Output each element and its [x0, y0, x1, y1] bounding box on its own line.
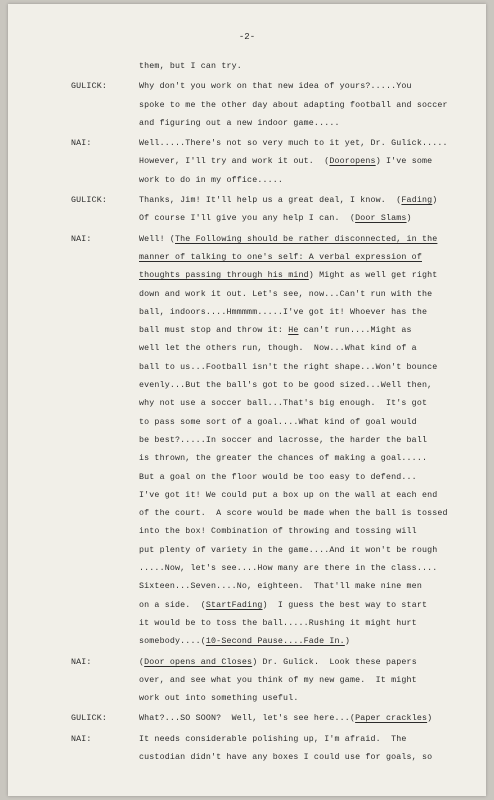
script-line — [8, 231, 486, 249]
text-segment: Why don't you work on that new idea of yours?.....You — [139, 82, 412, 92]
script-line — [8, 135, 486, 153]
text-segment: is thrown, the greater the chances of making a goal..... — [139, 454, 428, 464]
text-segment: into the box! Combination of throwing and tossing will — [139, 527, 417, 537]
script-line — [8, 690, 486, 708]
text-segment: ) Dr. Gulick. Look these papers — [252, 657, 417, 667]
speaker-label — [8, 249, 139, 267]
text-segment: ball must stop and throw it: — [139, 326, 289, 336]
text-segment: over, and see what you think of my new game. It might — [139, 675, 417, 685]
text-segment: .....Now, let's see....How many are there in the class.... — [139, 564, 438, 574]
script-line — [8, 377, 486, 395]
speaker-label: GULICK: — [71, 714, 108, 724]
line-text — [139, 231, 437, 249]
speaker-label: NAI: — [71, 657, 92, 667]
speaker-label — [8, 749, 139, 767]
script-line — [8, 450, 486, 468]
speaker-label — [8, 542, 139, 560]
line-text — [139, 672, 417, 690]
line-text — [139, 710, 432, 728]
script-line — [8, 172, 486, 190]
speaker-label — [8, 615, 139, 633]
text-segment: custodian didn't have any boxes I could use for goals, so — [139, 752, 433, 762]
text-segment: It needs considerable polishing up, I'm afraid. The — [139, 734, 407, 744]
text-segment: ball, indoors....Hmmmmm.....I've got it! Whoever has the — [139, 307, 428, 317]
text-segment: ball to us...Football isn't the right shape...Won't bounce — [139, 362, 438, 372]
text-segment: Well.....There's not so very much to it yet, Dr. Gulick..... — [139, 139, 448, 149]
line-text — [139, 359, 437, 377]
text-segment: spoke to me the other day about adapting football and soccer — [139, 100, 448, 110]
stage-direction: thoughts passing through his mind — [139, 271, 309, 281]
text-segment: But a goal on the floor would be too easy to defend... — [139, 472, 417, 482]
text-segment: Well! ( — [139, 234, 176, 244]
line-text — [139, 633, 350, 651]
script-line — [8, 578, 486, 596]
stage-direction: Paper crackles — [355, 714, 428, 724]
text-segment: on a side. ( — [139, 600, 206, 610]
text-segment: work to do in my office..... — [139, 175, 284, 185]
script-line — [8, 267, 486, 285]
line-text — [139, 731, 407, 749]
text-segment: ) — [406, 214, 412, 224]
text-segment: work out into something useful. — [139, 694, 299, 704]
script-line — [8, 487, 486, 505]
speaker-label — [8, 172, 139, 190]
stage-direction: The Following should be rather disconnected, in the — [175, 234, 438, 244]
line-text — [139, 78, 412, 96]
line-text — [139, 414, 417, 432]
line-text — [139, 523, 417, 541]
speaker-label — [8, 633, 139, 651]
text-segment: to pass some sort of a goal....What kind of goal would — [139, 417, 417, 427]
script-line — [8, 505, 486, 523]
line-text — [139, 377, 432, 395]
line-text — [139, 249, 422, 267]
line-text — [139, 505, 448, 523]
line-text — [139, 115, 340, 133]
line-text — [139, 597, 427, 615]
text-segment: be best?.....In soccer and lacrosse, the harder the ball — [139, 435, 428, 445]
text-segment: of the court. A score would be made when the ball is tossed — [139, 509, 448, 519]
script-line — [8, 58, 486, 76]
speaker-label — [8, 97, 139, 115]
line-text — [139, 210, 412, 228]
line-text — [139, 469, 417, 487]
script-line — [8, 749, 486, 767]
text-segment: I've got it! We could put a box up on the wall at each end — [139, 490, 438, 500]
stage-direction: Fading — [401, 196, 433, 206]
speaker-label — [8, 115, 139, 133]
script-line — [8, 304, 486, 322]
line-text — [139, 172, 283, 190]
speaker-label: NAI: — [71, 734, 92, 744]
text-segment: evenly...But the ball's got to be good sized...Well then, — [139, 381, 433, 391]
speaker-label — [8, 359, 139, 377]
script-line — [8, 286, 486, 304]
speaker-label — [8, 210, 139, 228]
script-line — [8, 414, 486, 432]
text-segment: down and work it out. Let's see, now...Can't run with the — [139, 289, 433, 299]
line-text — [139, 340, 417, 358]
line-text — [139, 322, 412, 340]
stage-direction: Door opens and Closes — [144, 657, 253, 667]
script-line — [8, 97, 486, 115]
text-segment: why not use a soccer ball...That's big enough. It's got — [139, 399, 428, 409]
stage-direction: Dooropens — [329, 157, 376, 167]
script-line — [8, 359, 486, 377]
line-text — [139, 153, 432, 171]
speaker-label: GULICK: — [71, 196, 108, 206]
script-line — [8, 432, 486, 450]
script-line — [8, 322, 486, 340]
script-body — [8, 58, 486, 767]
line-text — [139, 654, 417, 672]
line-text — [139, 615, 417, 633]
speaker-label: GULICK: — [71, 82, 108, 92]
line-text — [139, 487, 437, 505]
text-segment: somebody....( — [139, 637, 206, 647]
stage-direction: StartFading — [205, 600, 263, 610]
line-text — [139, 395, 427, 413]
speaker-label: NAI: — [71, 139, 92, 149]
script-line — [8, 542, 486, 560]
line-text — [139, 192, 437, 210]
speaker-label: NAI: — [71, 234, 92, 244]
script-line — [8, 597, 486, 615]
text-segment: ) — [427, 714, 433, 724]
line-text — [139, 450, 427, 468]
speaker-label — [8, 523, 139, 541]
speaker-label — [8, 153, 139, 171]
line-text — [139, 432, 427, 450]
stage-direction: He — [288, 326, 299, 336]
text-segment: Sixteen...Seven....No, eighteen. That'll make nine men — [139, 582, 422, 592]
text-segment: ( — [139, 657, 145, 667]
text-segment: ) — [432, 196, 438, 206]
script-line — [8, 210, 486, 228]
script-line — [8, 560, 486, 578]
text-segment: it would be to toss the ball.....Rushing it might hurt — [139, 618, 417, 628]
text-segment: can't run....Might as — [298, 326, 412, 336]
script-line — [8, 523, 486, 541]
speaker-label — [8, 560, 139, 578]
typescript-page — [8, 4, 486, 796]
text-segment: put plenty of variety in the game....And it won't be rough — [139, 545, 438, 555]
script-line — [8, 469, 486, 487]
script-line — [8, 731, 486, 749]
speaker-label — [8, 322, 139, 340]
speaker-label — [8, 58, 139, 76]
script-line — [8, 340, 486, 358]
speaker-label — [8, 450, 139, 468]
speaker-label — [8, 690, 139, 708]
script-line — [8, 654, 486, 672]
stage-direction: manner of talking to one's self: A verbal expression of — [139, 252, 422, 262]
speaker-label — [8, 597, 139, 615]
stage-direction: Door Slams — [355, 214, 407, 224]
text-segment: them, but I can try. — [139, 62, 242, 71]
speaker-label — [8, 286, 139, 304]
script-line — [8, 115, 486, 133]
line-text — [139, 578, 422, 596]
text-segment: However, I'll try and work it out. ( — [139, 157, 330, 167]
line-text — [139, 560, 437, 578]
script-line — [8, 633, 486, 651]
speaker-label — [8, 340, 139, 358]
line-text — [139, 97, 448, 115]
script-line — [8, 710, 486, 728]
script-line — [8, 672, 486, 690]
line-text — [139, 749, 432, 767]
text-segment: ) I've some — [375, 157, 433, 167]
line-text — [139, 267, 437, 285]
speaker-label — [8, 304, 139, 322]
text-segment: Thanks, Jim! It'll help us a great deal, I know. ( — [139, 196, 402, 206]
page-number: -2- — [238, 32, 256, 42]
speaker-label — [8, 414, 139, 432]
line-text — [139, 286, 432, 304]
speaker-label — [8, 395, 139, 413]
speaker-label — [8, 578, 139, 596]
line-text — [139, 542, 437, 560]
text-segment: What?...SO SOON? Well, let's see here...( — [139, 714, 356, 724]
script-line — [8, 615, 486, 633]
speaker-label — [8, 469, 139, 487]
text-segment: and figuring out a new indoor game..... — [139, 118, 340, 128]
text-segment: well let the others run, though. Now...What kind of a — [139, 344, 417, 354]
text-segment: ) — [344, 637, 350, 647]
speaker-label — [8, 267, 139, 285]
speaker-label — [8, 487, 139, 505]
speaker-label — [8, 377, 139, 395]
text-segment: ) Might as well get right — [308, 271, 438, 281]
text-segment: ) I guess the best way to start — [262, 600, 428, 610]
line-text — [139, 304, 427, 322]
speaker-label — [8, 432, 139, 450]
script-line — [8, 78, 486, 96]
speaker-label — [8, 672, 139, 690]
line-text — [139, 135, 448, 153]
script-line — [8, 249, 486, 267]
stage-direction: 10-Second Pause....Fade In. — [205, 637, 345, 647]
line-text — [139, 690, 299, 708]
script-line — [8, 192, 486, 210]
speaker-label — [8, 505, 139, 523]
script-line — [8, 395, 486, 413]
script-line — [8, 153, 486, 171]
text-segment: Of course I'll give you any help I can. ( — [139, 214, 356, 224]
line-text — [139, 58, 242, 76]
